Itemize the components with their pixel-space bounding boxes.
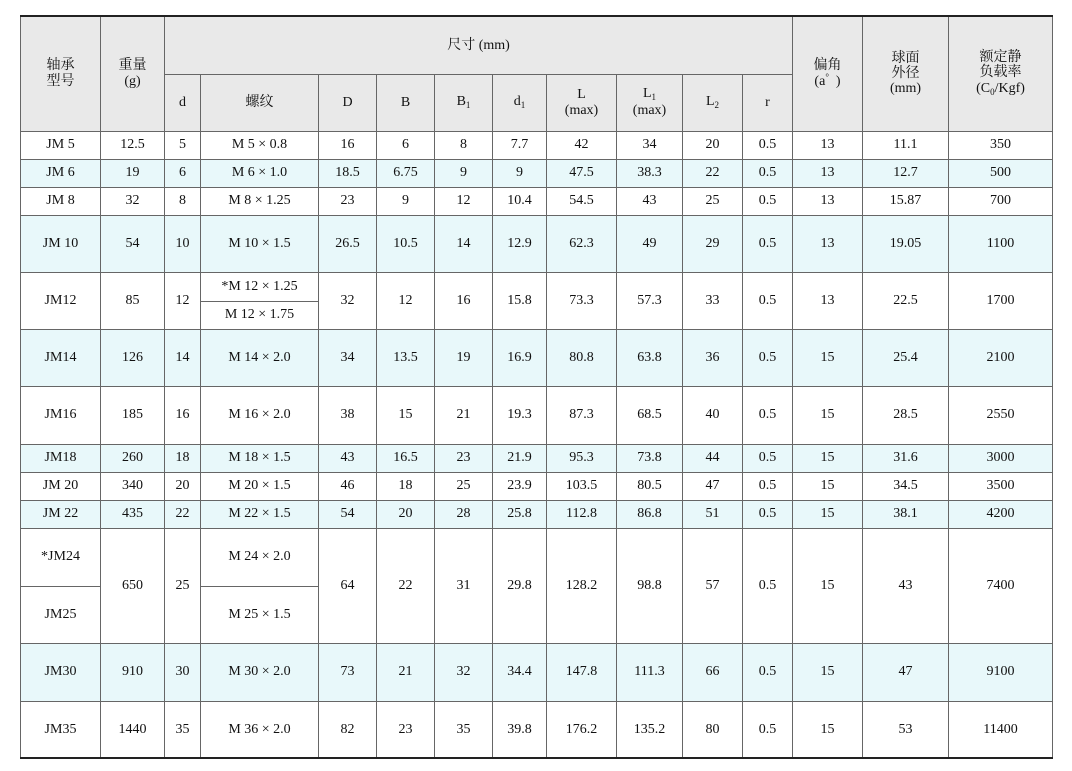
cell-L1: 73.8 <box>617 444 683 472</box>
cell-model: JM 5 <box>21 131 101 159</box>
cell-B1: 23 <box>435 444 493 472</box>
cell-load: 350 <box>949 131 1053 159</box>
cell-d: 20 <box>165 472 201 500</box>
cell-d1: 23.9 <box>493 472 547 500</box>
cell-weight: 340 <box>101 472 165 500</box>
cell-d: 12 <box>165 272 201 329</box>
cell-load: 1100 <box>949 215 1053 272</box>
cell-d1: 16.9 <box>493 329 547 386</box>
cell-r: 0.5 <box>743 701 793 758</box>
cell-L: 112.8 <box>547 500 617 528</box>
cell-sphere: 47 <box>863 643 949 701</box>
cell-sphere: 53 <box>863 701 949 758</box>
table-row <box>21 159 1053 187</box>
cell-B: 12 <box>377 272 435 329</box>
cell-r: 0.5 <box>743 386 793 444</box>
table-row <box>21 643 1053 701</box>
cell-thread: *M 12 × 1.25 <box>201 272 319 301</box>
header-d1: $d_1$ <box>493 74 547 131</box>
cell-model: *JM24 <box>21 528 101 586</box>
cell-d: 25 <box>165 528 201 643</box>
cell-B: 6 <box>377 131 435 159</box>
cell-sphere: 22.5 <box>863 272 949 329</box>
cell-weight: 54 <box>101 215 165 272</box>
cell-B: 23 <box>377 701 435 758</box>
cell-B: 21 <box>377 643 435 701</box>
cell-d1: 25.8 <box>493 500 547 528</box>
cell-load: 3000 <box>949 444 1053 472</box>
cell-d: 10 <box>165 215 201 272</box>
cell-d: 35 <box>165 701 201 758</box>
cell-L: 95.3 <box>547 444 617 472</box>
cell-weight: 435 <box>101 500 165 528</box>
cell-L: 47.5 <box>547 159 617 187</box>
cell-angle: 15 <box>793 386 863 444</box>
cell-L1: 68.5 <box>617 386 683 444</box>
cell-angle: 15 <box>793 472 863 500</box>
cell-sphere: 28.5 <box>863 386 949 444</box>
cell-r: 0.5 <box>743 500 793 528</box>
cell-L2: 33 <box>683 272 743 329</box>
cell-L2: 66 <box>683 643 743 701</box>
cell-weight: 185 <box>101 386 165 444</box>
cell-weight: 910 <box>101 643 165 701</box>
cell-L: 42 <box>547 131 617 159</box>
cell-B1: 16 <box>435 272 493 329</box>
cell-L2: 29 <box>683 215 743 272</box>
cell-load: 11400 <box>949 701 1053 758</box>
cell-d: 5 <box>165 131 201 159</box>
cell-d1: 10.4 <box>493 187 547 215</box>
cell-angle: 13 <box>793 131 863 159</box>
cell-weight: 260 <box>101 444 165 472</box>
cell-r: 0.5 <box>743 159 793 187</box>
table-row <box>21 444 1053 472</box>
cell-weight: 1440 <box>101 701 165 758</box>
cell-r: 0.5 <box>743 329 793 386</box>
cell-B1: 19 <box>435 329 493 386</box>
table-row <box>21 187 1053 215</box>
cell-d1: 29.8 <box>493 528 547 643</box>
header-thread: 螺纹 <box>201 74 319 131</box>
cell-r: 0.5 <box>743 643 793 701</box>
cell-L: 103.5 <box>547 472 617 500</box>
cell-L2: 47 <box>683 472 743 500</box>
header-D: D <box>319 74 377 131</box>
cell-d: 30 <box>165 643 201 701</box>
cell-B1: 25 <box>435 472 493 500</box>
cell-thread: M 20 × 1.5 <box>201 472 319 500</box>
cell-L2: 80 <box>683 701 743 758</box>
cell-angle: 15 <box>793 500 863 528</box>
cell-d1: 19.3 <box>493 386 547 444</box>
cell-D: 16 <box>319 131 377 159</box>
cell-B: 13.5 <box>377 329 435 386</box>
header-angle: 偏角 (a° ) <box>793 16 863 131</box>
cell-model: JM12 <box>21 272 101 329</box>
cell-load: 4200 <box>949 500 1053 528</box>
cell-D: 73 <box>319 643 377 701</box>
cell-L: 54.5 <box>547 187 617 215</box>
cell-angle: 13 <box>793 272 863 329</box>
cell-r: 0.5 <box>743 472 793 500</box>
cell-load: 500 <box>949 159 1053 187</box>
cell-angle: 15 <box>793 329 863 386</box>
cell-load: 700 <box>949 187 1053 215</box>
cell-sphere: 11.1 <box>863 131 949 159</box>
cell-model: JM 6 <box>21 159 101 187</box>
cell-r: 0.5 <box>743 444 793 472</box>
cell-model: JM18 <box>21 444 101 472</box>
cell-angle: 13 <box>793 187 863 215</box>
cell-load: 1700 <box>949 272 1053 329</box>
cell-load: 2550 <box>949 386 1053 444</box>
cell-weight: 650 <box>101 528 165 643</box>
header-static-load: 额定静 负载率 $(C_0/Kgf)$ <box>949 16 1053 131</box>
cell-d: 14 <box>165 329 201 386</box>
table-row <box>21 131 1053 159</box>
cell-D: 32 <box>319 272 377 329</box>
cell-B1: 35 <box>435 701 493 758</box>
cell-angle: 13 <box>793 159 863 187</box>
cell-L2: 40 <box>683 386 743 444</box>
table-row <box>21 528 1053 586</box>
header-sphere-diameter: 球面 外径 (mm) <box>863 16 949 131</box>
table-row <box>21 701 1053 758</box>
cell-L: 73.3 <box>547 272 617 329</box>
cell-L1: 34 <box>617 131 683 159</box>
cell-sphere: 38.1 <box>863 500 949 528</box>
cell-B1: 8 <box>435 131 493 159</box>
cell-weight: 32 <box>101 187 165 215</box>
cell-thread: M 18 × 1.5 <box>201 444 319 472</box>
cell-D: 38 <box>319 386 377 444</box>
cell-D: 46 <box>319 472 377 500</box>
cell-sphere: 19.05 <box>863 215 949 272</box>
cell-angle: 15 <box>793 701 863 758</box>
cell-d1: 21.9 <box>493 444 547 472</box>
cell-model-alt: JM25 <box>21 586 101 643</box>
cell-B: 10.5 <box>377 215 435 272</box>
cell-model: JM 8 <box>21 187 101 215</box>
cell-L2: 57 <box>683 528 743 643</box>
cell-d1: 34.4 <box>493 643 547 701</box>
cell-model: JM14 <box>21 329 101 386</box>
cell-model: JM 22 <box>21 500 101 528</box>
cell-L1: 98.8 <box>617 528 683 643</box>
cell-B1: 9 <box>435 159 493 187</box>
cell-weight: 85 <box>101 272 165 329</box>
cell-B1: 28 <box>435 500 493 528</box>
cell-L1: 135.2 <box>617 701 683 758</box>
cell-L: 176.2 <box>547 701 617 758</box>
cell-angle: 15 <box>793 444 863 472</box>
cell-sphere: 34.5 <box>863 472 949 500</box>
cell-sphere: 15.87 <box>863 187 949 215</box>
cell-sphere: 12.7 <box>863 159 949 187</box>
cell-r: 0.5 <box>743 187 793 215</box>
cell-d: 16 <box>165 386 201 444</box>
cell-L1: 80.5 <box>617 472 683 500</box>
cell-B: 18 <box>377 472 435 500</box>
cell-r: 0.5 <box>743 131 793 159</box>
cell-D: 64 <box>319 528 377 643</box>
cell-L: 80.8 <box>547 329 617 386</box>
cell-B: 22 <box>377 528 435 643</box>
cell-L1: 49 <box>617 215 683 272</box>
cell-B1: 14 <box>435 215 493 272</box>
cell-L1: 38.3 <box>617 159 683 187</box>
table-row <box>21 386 1053 444</box>
cell-D: 43 <box>319 444 377 472</box>
cell-thread: M 5 × 0.8 <box>201 131 319 159</box>
bearing-spec-table <box>20 15 1053 759</box>
cell-load: 9100 <box>949 643 1053 701</box>
cell-model: JM30 <box>21 643 101 701</box>
cell-weight: 19 <box>101 159 165 187</box>
cell-B1: 21 <box>435 386 493 444</box>
table-row <box>21 500 1053 528</box>
cell-d: 18 <box>165 444 201 472</box>
cell-B1: 32 <box>435 643 493 701</box>
cell-L: 87.3 <box>547 386 617 444</box>
cell-r: 0.5 <box>743 215 793 272</box>
cell-D: 26.5 <box>319 215 377 272</box>
cell-B: 15 <box>377 386 435 444</box>
cell-d: 22 <box>165 500 201 528</box>
header-r: r <box>743 74 793 131</box>
cell-thread: M 22 × 1.5 <box>201 500 319 528</box>
cell-L1: 43 <box>617 187 683 215</box>
cell-D: 34 <box>319 329 377 386</box>
cell-L2: 44 <box>683 444 743 472</box>
cell-model: JM16 <box>21 386 101 444</box>
cell-thread: M 14 × 2.0 <box>201 329 319 386</box>
cell-thread: M 16 × 2.0 <box>201 386 319 444</box>
cell-load: 3500 <box>949 472 1053 500</box>
cell-B1: 31 <box>435 528 493 643</box>
cell-d1: 9 <box>493 159 547 187</box>
table-row <box>21 272 1053 301</box>
cell-model: JM 20 <box>21 472 101 500</box>
cell-weight: 12.5 <box>101 131 165 159</box>
cell-L1: 111.3 <box>617 643 683 701</box>
cell-d1: 15.8 <box>493 272 547 329</box>
cell-B: 6.75 <box>377 159 435 187</box>
cell-L2: 25 <box>683 187 743 215</box>
cell-r: 0.5 <box>743 528 793 643</box>
cell-L: 128.2 <box>547 528 617 643</box>
cell-B: 20 <box>377 500 435 528</box>
cell-thread: M 8 × 1.25 <box>201 187 319 215</box>
cell-angle: 15 <box>793 528 863 643</box>
cell-B: 16.5 <box>377 444 435 472</box>
cell-angle: 13 <box>793 215 863 272</box>
cell-model: JM 10 <box>21 215 101 272</box>
header-model: 轴承 型号 <box>21 16 101 131</box>
header-dimensions: 尺寸 (mm) <box>165 16 793 74</box>
cell-weight: 126 <box>101 329 165 386</box>
cell-thread-alt: M 25 × 1.5 <box>201 586 319 643</box>
cell-D: 18.5 <box>319 159 377 187</box>
cell-L1: 63.8 <box>617 329 683 386</box>
cell-B1: 12 <box>435 187 493 215</box>
cell-sphere: 31.6 <box>863 444 949 472</box>
cell-r: 0.5 <box>743 272 793 329</box>
cell-B: 9 <box>377 187 435 215</box>
cell-load: 7400 <box>949 528 1053 643</box>
cell-d1: 7.7 <box>493 131 547 159</box>
cell-thread: M 6 × 1.0 <box>201 159 319 187</box>
header-weight: 重量 (g) <box>101 16 165 131</box>
cell-thread-alt: M 12 × 1.75 <box>201 301 319 329</box>
cell-d: 6 <box>165 159 201 187</box>
table-row <box>21 329 1053 386</box>
cell-sphere: 43 <box>863 528 949 643</box>
cell-thread: M 24 × 2.0 <box>201 528 319 586</box>
cell-L2: 36 <box>683 329 743 386</box>
cell-D: 23 <box>319 187 377 215</box>
cell-L2: 20 <box>683 131 743 159</box>
cell-thread: M 30 × 2.0 <box>201 643 319 701</box>
cell-angle: 15 <box>793 643 863 701</box>
cell-sphere: 25.4 <box>863 329 949 386</box>
cell-d1: 39.8 <box>493 701 547 758</box>
cell-L2: 51 <box>683 500 743 528</box>
table-row <box>21 472 1053 500</box>
cell-L: 62.3 <box>547 215 617 272</box>
header-B1: $B_1$ <box>435 74 493 131</box>
header-L2: $L_2$ <box>683 74 743 131</box>
cell-L1: 86.8 <box>617 500 683 528</box>
cell-d: 8 <box>165 187 201 215</box>
cell-D: 54 <box>319 500 377 528</box>
table-row <box>21 215 1053 272</box>
cell-thread: M 10 × 1.5 <box>201 215 319 272</box>
cell-model: JM35 <box>21 701 101 758</box>
cell-d1: 12.9 <box>493 215 547 272</box>
cell-L: 147.8 <box>547 643 617 701</box>
cell-L2: 22 <box>683 159 743 187</box>
header-B: B <box>377 74 435 131</box>
cell-load: 2100 <box>949 329 1053 386</box>
cell-D: 82 <box>319 701 377 758</box>
cell-thread: M 36 × 2.0 <box>201 701 319 758</box>
cell-L1: 57.3 <box>617 272 683 329</box>
header-L1: $L_1$ (max) <box>617 74 683 131</box>
header-L: L (max) <box>547 74 617 131</box>
header-d: d <box>165 74 201 131</box>
